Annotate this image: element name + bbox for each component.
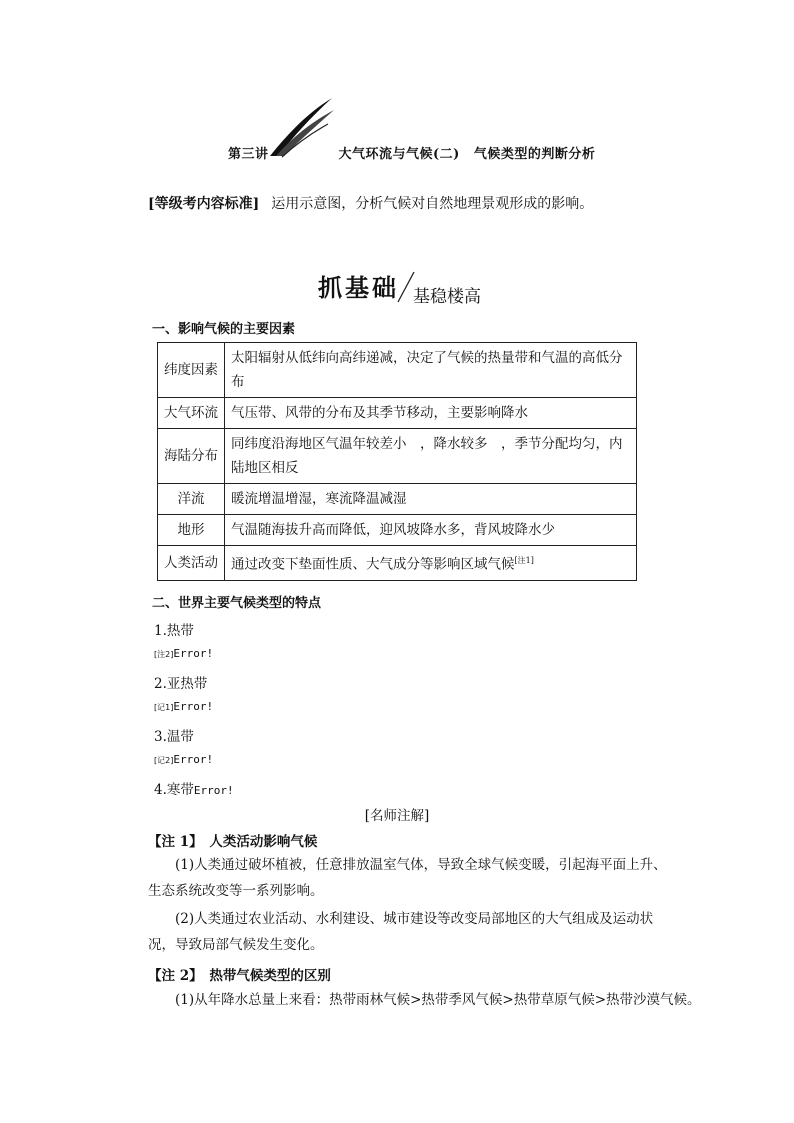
climate-zone-label: 1.热带 (154, 623, 194, 639)
lecture-number: 第三讲 (228, 147, 269, 162)
content-standard (148, 193, 593, 213)
table-row (158, 546, 637, 581)
standard-text: 运用示意图，分析气候对自然地理景观形成的影响。 (271, 196, 594, 212)
climate-zone-content (154, 752, 213, 766)
standard-tag: [等级考内容标准] (148, 196, 260, 212)
factor-name: 地形 (158, 515, 225, 546)
notes-heading: [名师注解] (364, 808, 430, 824)
table-row (158, 343, 637, 398)
lesson-title (228, 143, 595, 162)
factor-name: 纬度因素 (158, 343, 225, 398)
factor-name: 海陆分布 (158, 429, 225, 484)
lesson-subtitle: 气候类型的判断分析 (473, 147, 596, 162)
climate-zone-content (154, 699, 213, 713)
lesson-main-title: 大气环流与气候(二) (338, 147, 460, 162)
section2-heading: 二、世界主要气候类型的特点 (152, 596, 322, 611)
footnote-ref[interactable]: [注1] (514, 556, 534, 565)
factor-desc: 太阳辐射从低纬向高纬递减，决定了气候的热量带和气温的高低分布 (225, 343, 637, 398)
factor-desc: 同纬度沿海地区气温年较差小 ，降水较多 ，季节分配均匀，内陆地区相反 (225, 429, 637, 484)
climate-zone-content (154, 646, 213, 660)
banner-slash-icon (396, 270, 416, 304)
footnote-ref[interactable]: [注2] (154, 650, 174, 659)
factor-desc (225, 546, 637, 581)
banner-sub: 基稳楼高 (413, 287, 481, 307)
factor-desc: 气压带、风带的分布及其季节移动，主要影响降水 (225, 398, 637, 429)
table-row (158, 484, 637, 515)
factor-desc: 气温随海拔升高而降低，迎风坡降水多，背风坡降水少 (225, 515, 637, 546)
table-row (158, 398, 637, 429)
note2-paragraph1: (1)从年降水总量上来看：热带雨林气候>热带季风气候>热带草原气候>热带沙漠气候。 (175, 992, 701, 1008)
note2-title: 【注 2】 热带气候类型的区别 (148, 968, 331, 984)
error-text: Error! (173, 647, 214, 660)
climate-zone-label: 4.寒带 (154, 782, 194, 798)
factor-name: 人类活动 (158, 546, 225, 581)
factor-desc-text: 通过改变下垫面性质、大气成分等影响区域气候 (231, 556, 515, 573)
note1-paragraph1: (1)人类通过破坏植被，任意排放温室气体，导致全球气候变暖，引起海平面上升、生态系统改变等一系列影响。 (148, 857, 667, 899)
section1-heading: 一、影响气候的主要因素 (152, 322, 296, 337)
climate-zone-item (154, 778, 234, 798)
climate-zone-label: 2.亚热带 (154, 676, 208, 692)
banner-main: 抓基础 (318, 274, 399, 302)
error-text: Error! (193, 784, 234, 797)
error-text: Error! (173, 700, 214, 713)
footnote-ref[interactable]: [记1] (154, 703, 174, 712)
table-row (158, 515, 637, 546)
table-row (158, 429, 637, 484)
factor-name: 大气环流 (158, 398, 225, 429)
factor-name: 洋流 (158, 484, 225, 515)
footnote-ref[interactable]: [记2] (154, 756, 174, 765)
note1-paragraph2: (2)人类通过农业活动、水利建设、城市建设等改变局部地区的大气组成及运动状况，导致局部气候发生变化。 (148, 911, 654, 953)
note1-title: 【注 1】 人类活动影响气候 (148, 834, 318, 850)
error-text: Error! (173, 753, 214, 766)
factor-desc: 暖流增温增湿，寒流降温减湿 (225, 484, 637, 515)
climate-factors-table (157, 342, 637, 581)
climate-zone-label: 3.温带 (154, 729, 194, 745)
